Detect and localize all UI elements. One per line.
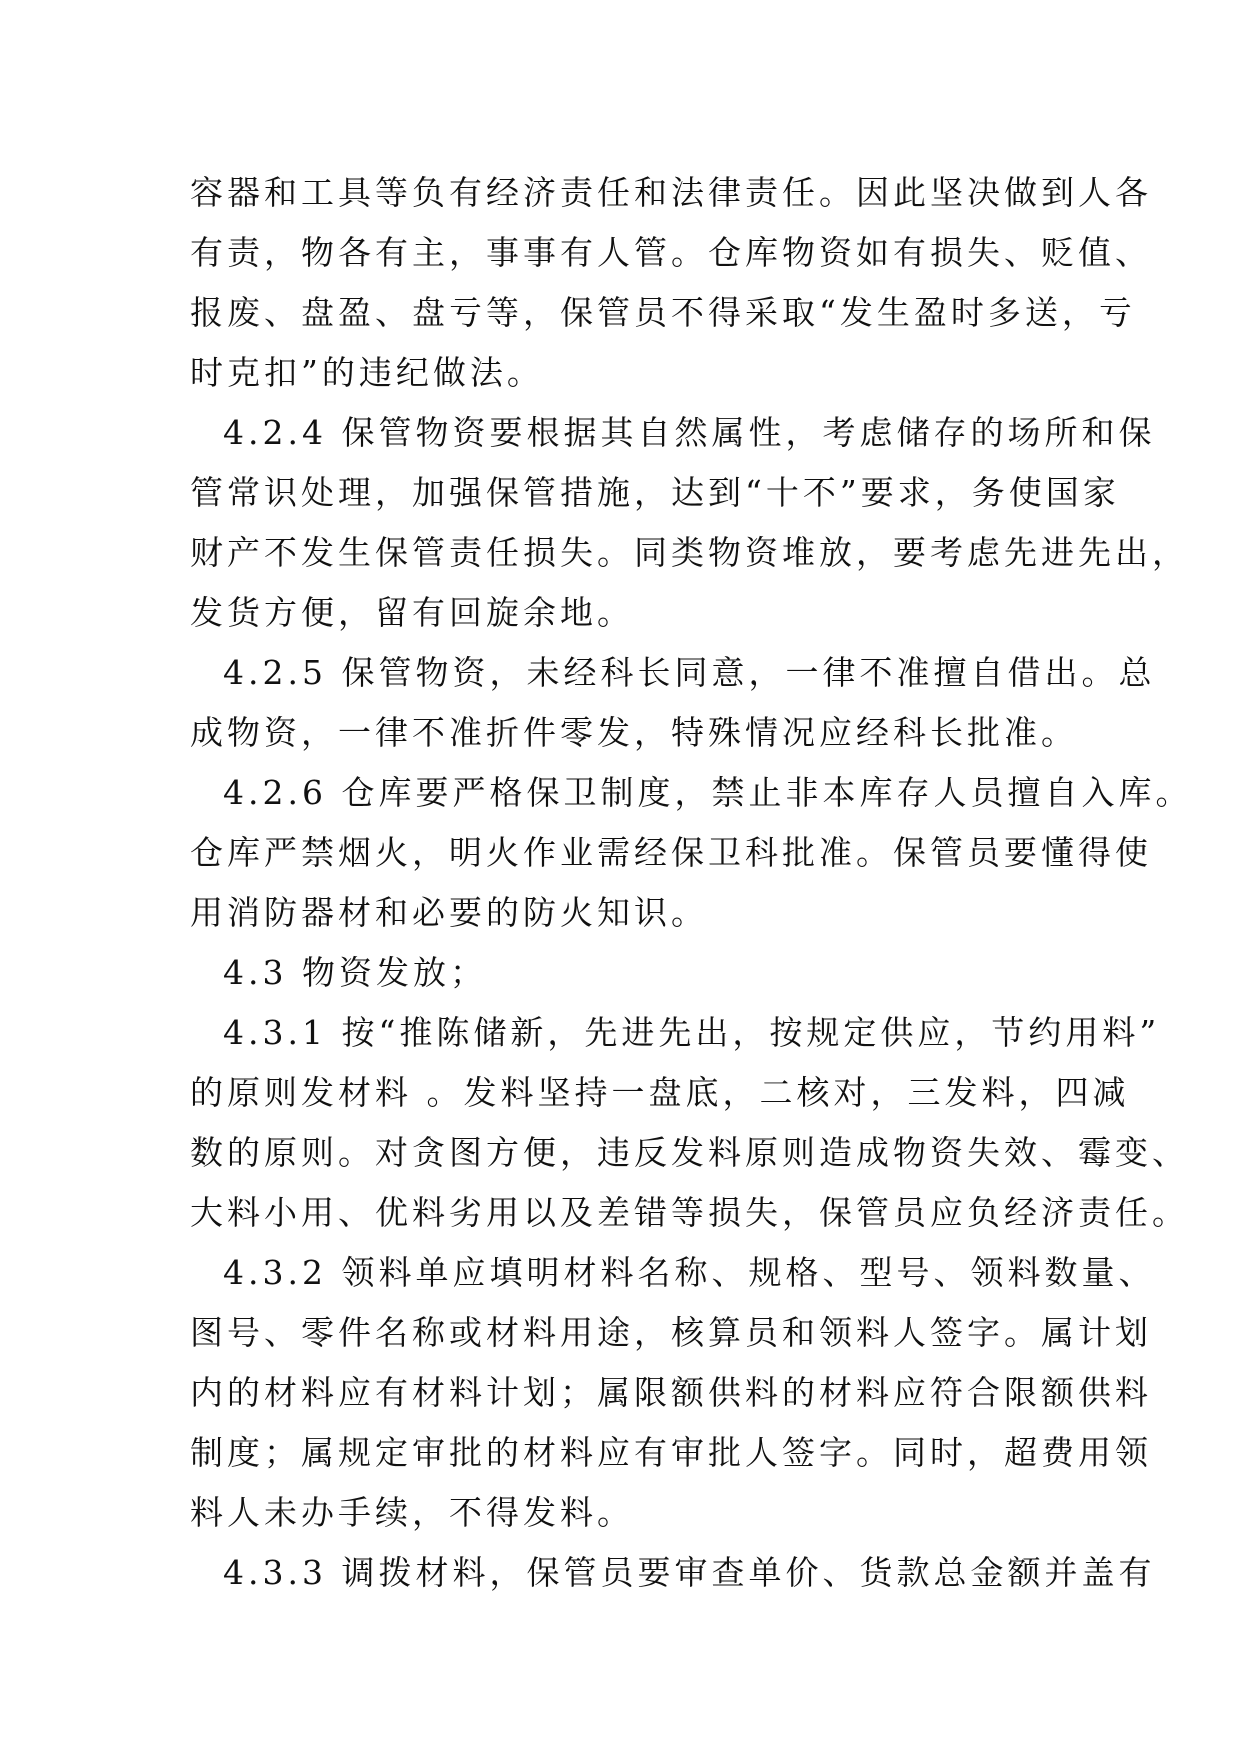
paragraph-4-2-6 (190, 763, 1193, 943)
text-line: 容器和工具等负有经济责任和法律责任。因此坚决做到人各 (190, 173, 1152, 212)
section-heading: 4.3 物资发放； (223, 953, 487, 992)
text-line: 仓库严禁烟火，明火作业需经保卫科批准。保管员要懂得使 (190, 833, 1152, 872)
paragraph-4-3 (190, 943, 1070, 1003)
paragraph-continuation (190, 163, 1152, 403)
text-line: 管常识处理，加强保管措施，达到“十不”要求，务使国家 (190, 473, 1120, 512)
text-line: 时克扣”的违纪做法。 (190, 353, 544, 392)
text-line: 料人未办手续，不得发料。 (190, 1493, 634, 1532)
text-line: 4.3.1 按“推陈储新，先进先出，按规定供应，节约用料” (223, 1013, 1161, 1052)
text-line: 数的原则。对贪图方便，违反发料原则造成物资失效、霉变、 (190, 1133, 1189, 1172)
text-line: 成物资，一律不准折件零发，特殊情况应经科长批准。 (190, 713, 1078, 752)
text-line: 制度；属规定审批的材料应有审批人签字。同时，超费用领 (190, 1433, 1152, 1472)
paragraph-4-3-2 (190, 1243, 1156, 1543)
paragraph-4-3-1 (190, 1003, 1189, 1243)
paragraph-4-3-3 (190, 1543, 1156, 1603)
document-body (190, 163, 1193, 1603)
text-line: 4.2.6 仓库要严格保卫制度，禁止非本库存人员擅自入库。 (223, 773, 1193, 812)
text-line: 4.2.4 保管物资要根据其自然属性，考虑储存的场所和保 (223, 413, 1156, 452)
text-line: 报废、盘盈、盘亏等，保管员不得采取“发生盈时多送，亏 (190, 293, 1136, 332)
text-line: 有责，物各有主，事事有人管。仓库物资如有损失、贬值、 (190, 233, 1152, 272)
text-line: 4.2.5 保管物资，未经科长同意，一律不准擅自借出。总 (223, 653, 1156, 692)
text-line: 的原则发材料 。发料坚持一盘底，二核对，三发料，四减 (190, 1073, 1130, 1112)
text-line: 内的材料应有材料计划；属限额供料的材料应符合限额供料 (190, 1373, 1152, 1412)
text-line: 财产不发生保管责任损失。同类物资堆放，要考虑先进先出， (190, 533, 1189, 572)
text-line: 图号、零件名称或材料用途，核算员和领料人签字。属计划 (190, 1313, 1152, 1352)
paragraph-4-2-5 (190, 643, 1156, 763)
text-line: 用消防器材和必要的防火知识。 (190, 893, 708, 932)
text-line: 发货方便，留有回旋余地。 (190, 593, 634, 632)
paragraph-4-2-4 (190, 403, 1189, 643)
text-line: 大料小用、优料劣用以及差错等损失，保管员应负经济责任。 (190, 1193, 1189, 1232)
text-line: 4.3.3 调拨材料，保管员要审查单价、货款总金额并盖有 (223, 1553, 1156, 1592)
text-line: 4.3.2 领料单应填明材料名称、规格、型号、领料数量、 (223, 1253, 1156, 1292)
